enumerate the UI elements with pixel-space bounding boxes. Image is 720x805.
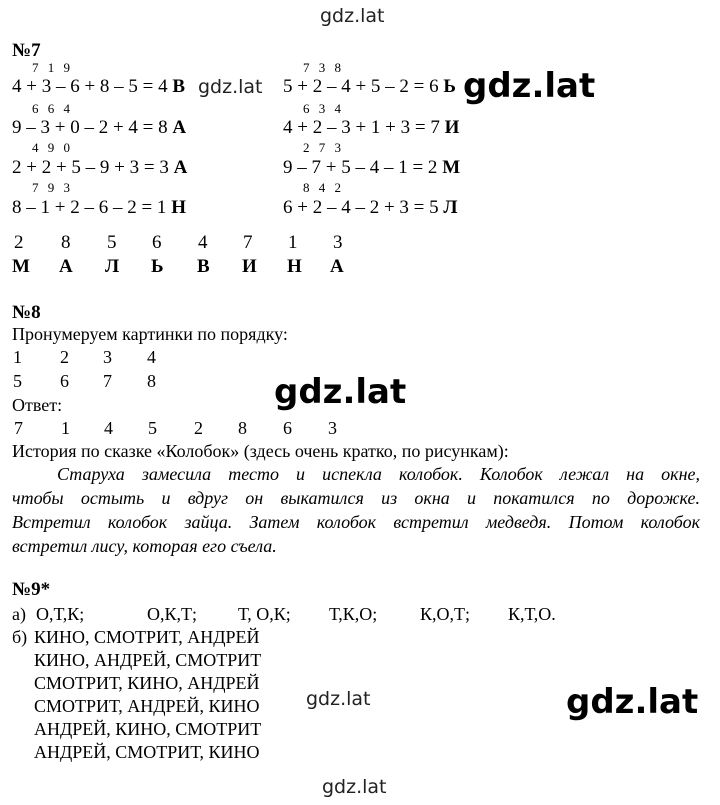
permutation-item: Т,К,О;: [329, 604, 378, 624]
answer-letter: А: [59, 256, 73, 277]
answer-number: 3: [333, 232, 343, 253]
answer-letter: М: [12, 256, 30, 277]
answer-number: 2: [194, 418, 203, 438]
equation-letter: И: [444, 117, 460, 138]
picture-number: 1: [13, 347, 22, 367]
answer-letter: И: [242, 256, 257, 277]
answer-number: 8: [238, 418, 247, 438]
answer-number: 7: [243, 232, 253, 253]
story-line: чтобы остыть и вдруг он выкатился из окна и покатился по дорожке.: [12, 488, 700, 508]
answer-number: 5: [148, 418, 157, 438]
answer-number: 4: [104, 418, 113, 438]
equation-left-4: 8 – 1 + 2 – 6 – 2 = 1 Н: [12, 197, 186, 218]
equation-left-3: 2 + 2 + 5 – 9 + 3 = 3 А: [12, 157, 188, 178]
watermark-large-bottom: gdz.lat: [566, 682, 699, 722]
equation-letter: М: [442, 157, 461, 178]
watermark-inline: gdz.lat: [198, 76, 263, 98]
permutation-line: СМОТРИТ, КИНО, АНДРЕЙ: [34, 673, 260, 693]
answer-number: 1: [288, 232, 298, 253]
task7-title: №7: [12, 40, 41, 61]
answer-number: 2: [14, 232, 24, 253]
permutation-line: АНДРЕЙ, КИНО, СМОТРИТ: [34, 719, 262, 739]
equation-letter: Н: [171, 197, 186, 218]
answer-number: 7: [14, 418, 23, 438]
watermark-bottom-left: gdz.lat: [306, 688, 371, 710]
task9-title: №9*: [12, 579, 51, 600]
equation-left-1: 4 + 3 – 6 + 8 – 5 = 4 В: [12, 76, 186, 97]
permutation-line: АНДРЕЙ, СМОТРИТ, КИНО: [34, 742, 260, 762]
picture-number: 3: [103, 347, 112, 367]
watermark-large-center: gdz.lat: [274, 372, 407, 412]
story-line: Старуха замесила тесто и испекла колобок. Колобок лежал на окне,: [57, 464, 700, 484]
equation-right-3: 9 – 7 + 5 – 4 – 1 = 2 М: [283, 157, 461, 178]
answer-number: 1: [61, 418, 70, 438]
hint-digits: 6 3 4: [303, 101, 341, 116]
equation-right-1: 5 + 2 – 4 + 5 – 2 = 6 Ь: [283, 76, 456, 97]
task8-intro: Пронумеруем картинки по порядку:: [12, 324, 288, 344]
picture-number: 5: [13, 371, 22, 391]
answer-letter: Н: [287, 256, 302, 277]
answer-letter: В: [197, 256, 210, 277]
permutation-line: КИНО, СМОТРИТ, АНДРЕЙ: [34, 627, 260, 647]
answer-number: 6: [152, 232, 162, 253]
equation-letter: А: [173, 157, 188, 178]
story-line: встретил лису, которая его съела.: [12, 536, 277, 556]
answer-letter: Ь: [151, 256, 164, 277]
answer-number: 5: [107, 232, 117, 253]
hint-digits: 7 9 3: [32, 180, 70, 195]
permutation-item: К,О,Т;: [420, 604, 471, 624]
watermark-footer: gdz.lat: [322, 776, 387, 798]
answer-letter: Л: [105, 256, 120, 277]
answer-label: Ответ:: [12, 395, 63, 415]
answer-number: 4: [198, 232, 208, 253]
permutation-item: К,Т,О.: [508, 604, 556, 624]
permutation-line: КИНО, АНДРЕЙ, СМОТРИТ: [34, 650, 262, 670]
story-line: Встретил колобок зайца. Затем колобок встретил медведя. Потом колобок: [12, 512, 700, 532]
hint-digits: 4 9 0: [32, 140, 70, 155]
picture-number: 7: [103, 371, 112, 391]
permutation-item: О,Т,К;: [36, 604, 85, 624]
hint-digits: 7 1 9: [32, 60, 70, 75]
story-title: История по сказке «Колобок» (здесь очень кратко, по рисункам):: [12, 441, 509, 461]
equation-letter: В: [172, 76, 186, 97]
task8-title: №8: [12, 302, 41, 323]
permutation-item: О,К,Т;: [147, 604, 198, 624]
watermark-top: gdz.lat: [320, 5, 385, 27]
picture-number: 4: [147, 347, 156, 367]
picture-number: 6: [60, 371, 69, 391]
equation-letter: Ь: [443, 76, 456, 97]
picture-number: 8: [147, 371, 156, 391]
equation-letter: Л: [443, 197, 458, 218]
answer-letter: А: [330, 256, 344, 277]
part-b-label: б): [12, 627, 28, 647]
equation-right-2: 4 + 2 – 3 + 1 + 3 = 7 И: [283, 117, 460, 138]
hint-digits: 6 6 4: [32, 101, 70, 116]
answer-number: 8: [61, 232, 71, 253]
picture-number: 2: [60, 347, 69, 367]
answer-number: 3: [328, 418, 337, 438]
equation-left-2: 9 – 3 + 0 – 2 + 4 = 8 А: [12, 117, 187, 138]
permutation-item: Т, О,К;: [238, 604, 291, 624]
equation-right-4: 6 + 2 – 4 – 2 + 3 = 5 Л: [283, 197, 458, 218]
permutation-line: СМОТРИТ, АНДРЕЙ, КИНО: [34, 696, 260, 716]
equation-letter: А: [172, 117, 187, 138]
hint-digits: 2 7 3: [303, 140, 341, 155]
part-a-label: а): [12, 604, 26, 624]
watermark-large-right: gdz.lat: [463, 66, 596, 106]
hint-digits: 8 4 2: [303, 180, 341, 195]
answer-number: 6: [283, 418, 292, 438]
hint-digits: 7 3 8: [303, 60, 341, 75]
